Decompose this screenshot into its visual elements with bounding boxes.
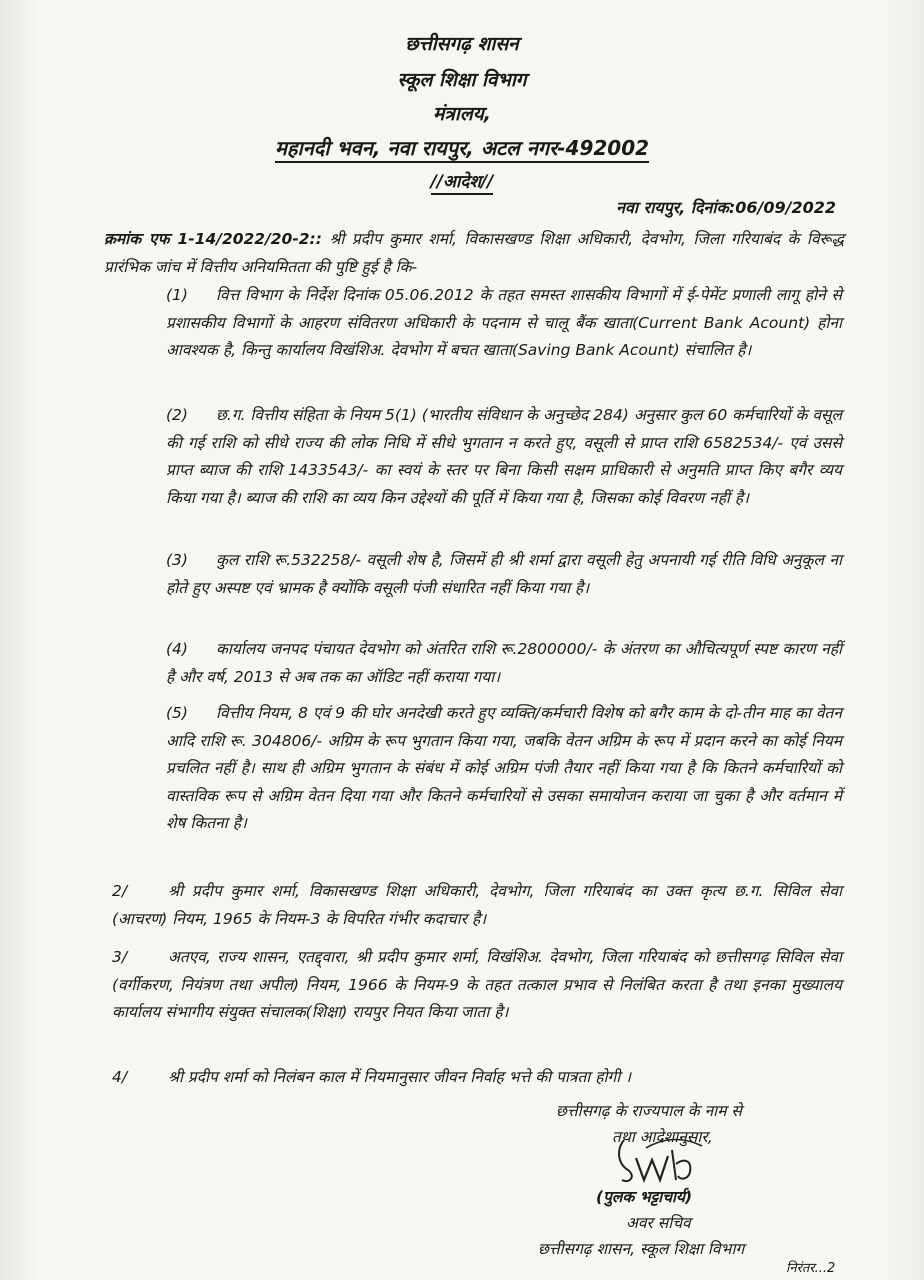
order-heading [0,168,924,196]
point-number: (5) [166,704,188,722]
paragraph-number: 3/ [112,948,128,966]
handwritten-signature [606,1130,726,1190]
point-1 [166,282,842,365]
intro-text: श्री प्रदीप कुमार शर्मा, विकासखण्ड शिक्षा अधिकारी, देवभोग, जिला गरियाबंद के विरूद्ध प्रारंभिक जांच में वित्तीय अनियमितता की पुष्टि हुई है कि- [104,230,844,276]
paragraph-3 [112,944,842,1027]
order-number: क्रमांक एफ 1-14/2022/20-2:: [104,230,322,248]
point-5 [166,700,842,838]
paragraph-text: श्री प्रदीप शर्मा को निलंबन काल में नियमानुसार जीवन निर्वाह भत्ते की पात्रता होगी । [168,1068,632,1086]
point-number: (3) [166,551,188,569]
header-address [0,134,924,162]
order-heading-text: //आदेश// [431,172,494,195]
header-address-text: महानदी भवन, नवा रायपुर, अटल नगर-492002 [275,136,649,163]
point-text: कार्यालय जनपद पंचायत देवभोग को अंतरित राशि रू.2800000/- के अंतरण का औचित्यपूर्ण स्पष्ट कारण नहीं है और वर्ष, 2013 से अब तक का ऑडिट नहीं कराया गया। [166,640,842,686]
point-text: छ.ग. वित्तीय संहिता के नियम 5(1) (भारतीय संविधान के अनुच्छेद 284) अनुसार कुल 60 कर्मचारियों के वसूल की गई राशि को सीधे राज्य की लोक निधि में सीधे भुगतान न करते हुए, वसूली से प्राप्त राशि 6582534/- एवं उससे प्राप्त ब्याज की राशि 1433543/- का स्वयं के स्तर पर बिना किसी सक्षम प्राधिकारी से अनुमति प्राप्त किए बगैर व्यय किया गया है। ब्याज की राशि का व्यय किन उद्देश्यों की पूर्ति में किया गया है, जिसका कोई विवरण नहीं है। [166,406,842,507]
point-number: (1) [166,286,188,304]
signatory-department: छत्तीसगढ़ शासन, स्कूल शिक्षा विभाग [538,1240,745,1258]
paragraph-2 [112,878,842,933]
point-text: वित्तीय नियम, 8 एवं 9 की घोर अनदेखी करते हुए व्यक्ति/कर्मचारी विशेष को बगैर काम के दो-तीन माह का वेतन आदि राशि रू. 304806/- अग्रिम के रूप भुगतान किया गया, जबकि वेतन अग्रिम के रूप में प्रदान करने का कोई नियम प्रचलित नहीं है। साथ ही अग्रिम भुगतान के संबंध में कोई अग्रिम पंजी तैयार नहीं किया गया है कि कितने कर्मचारियों को वास्तविक रूप से अग्रिम वेतन दिया गया और कितने कर्मचारियों से उसका समायोजन कराया जा चुका है और वर्तमान में शेष कितना है। [166,704,842,832]
paragraph-number: 4/ [112,1068,128,1086]
signoff-line-2: तथा आदेशानुसार, [612,1128,713,1146]
header-government: छत्तीसगढ़ शासन [405,33,519,55]
paragraph-text: अतएव, राज्य शासन, एतद्द्वारा, श्री प्रदीप कुमार शर्मा, विखंशिअ. देवभोग, जिला गरियाबंद को छत्तीसगढ़ सिविल सेवा (वर्गीकरण, नियंत्रण तथा अपील) नियम, 1966 के नियम-9 के तहत तत्काल प्रभाव से निलंबित करता है तथा इनका मुख्यालय कार्यालय संभागीय संयुक्त संचालक(शिक्षा) रायपुर नियत किया जाता है। [112,948,842,1021]
point-2 [166,402,842,512]
point-number: (2) [166,406,188,424]
header-department: स्कूल शिक्षा विभाग [397,69,527,91]
signatory-name: (पुलक भट्टाचार्य) [596,1188,693,1206]
continued-marker: निरंतर...2 [786,1261,836,1276]
intro-paragraph [104,226,844,281]
point-number: (4) [166,640,188,658]
signoff-line-1: छत्तीसगढ़ के राज्यपाल के नाम से [556,1102,742,1120]
signatory-designation: अवर सचिव [626,1214,691,1232]
point-4 [166,636,842,691]
date-line: नवा रायपुर, दिनांक:06/09/2022 [616,198,836,217]
point-text: कुल राशि रू.532258/- वसूली शेष है, जिसमें ही श्री शर्मा द्वारा वसूली हेतु अपनायी गई रीति विधि अनुकूल ना होते हुए अस्पष्ट एवं भ्रामक है क्योंकि वसूली पंजी संधारित नहीं किया गया है। [166,551,842,597]
paragraph-4 [112,1064,842,1092]
point-text: वित्त विभाग के निर्देश दिनांक 05.06.2012 के तहत समस्त शासकीय विभागों में ई-पेमेंट प्रणाली लागू होने से प्रशासकीय विभागों के आहरण संवितरण अधिकारी के पदनाम से चालू बैंक खाता(Current Bank Acount) होना आवश्यक है, किन्तु कार्यालय विखंशिअ. देवभोग में बचत खाता(Saving Bank Acount) संचालित है। [166,286,842,359]
header-ministry: मंत्रालय, [433,103,491,125]
paragraph-text: श्री प्रदीप कुमार शर्मा, विकासखण्ड शिक्षा अधिकारी, देवभोग, जिला गरियाबंद का उक्त कृत्य छ.ग. सिविल सेवा (आचरण) नियम, 1965 के नियम-3 के विपरित गंभीर कदाचार है। [112,882,842,928]
point-3 [166,547,842,602]
paragraph-number: 2/ [112,882,128,900]
